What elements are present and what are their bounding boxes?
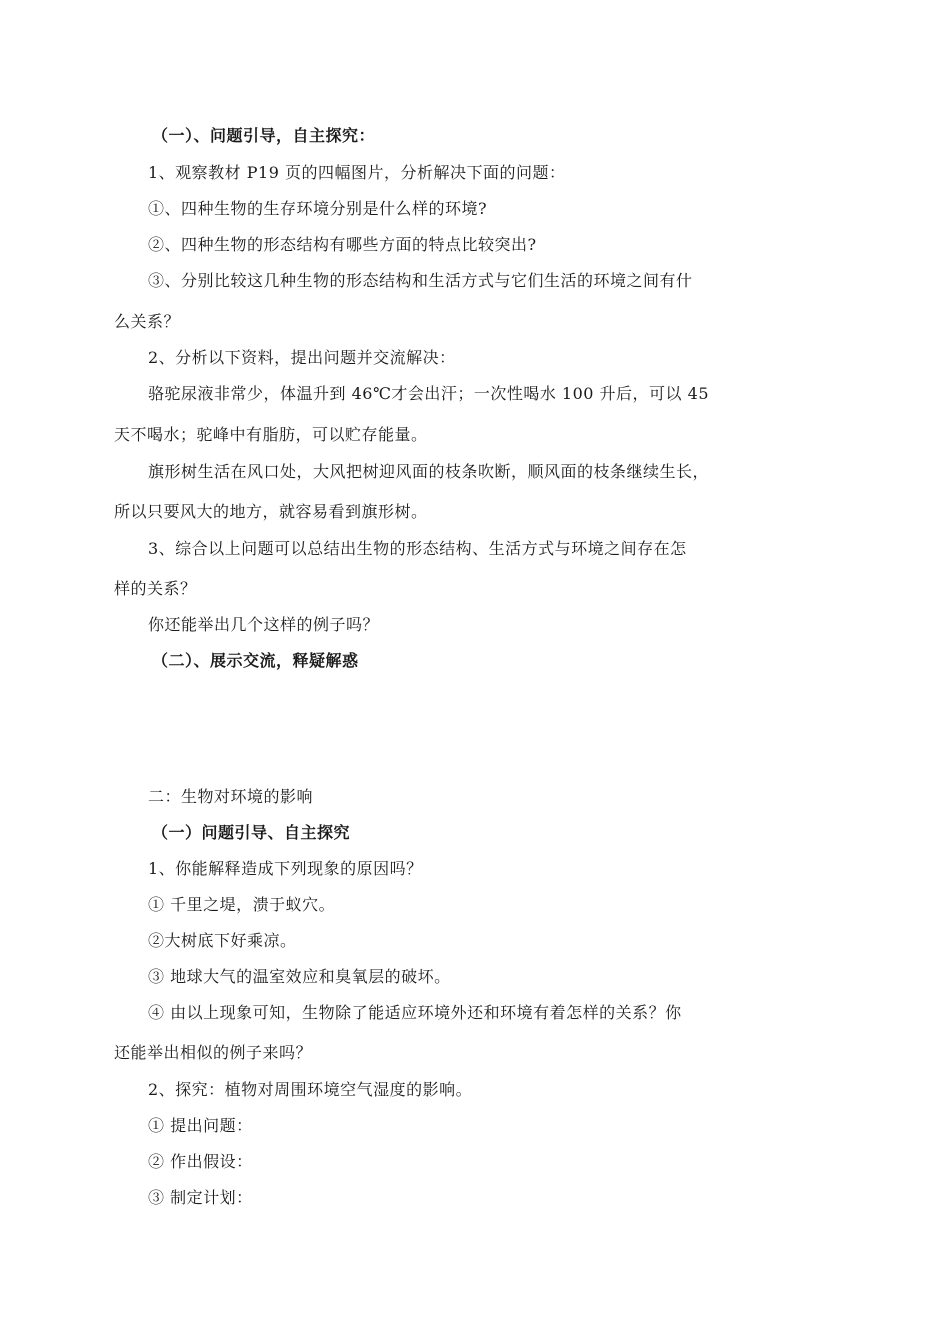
question-1a: ①、四种生物的生存环境分别是什么样的环境?	[148, 199, 488, 218]
question-1c-line1: ③、分别比较这几种生物的形态结构和生活方式与它们生活的环境之间有什	[148, 271, 693, 290]
section1-heading: （一）、问题引导，自主探究：	[152, 126, 376, 145]
inquiry-step-2: ② 作出假设：	[148, 1152, 253, 1171]
question-1: 1、观察教材 P19 页的四幅图片，分析解决下面的问题：	[148, 163, 566, 182]
inquiry-step-1: ① 提出问题：	[148, 1116, 253, 1135]
question-1b: ②、四种生物的形态结构有哪些方面的特点比较突出?	[148, 235, 537, 254]
flag-tree-paragraph-line2: 所以只要风大的地方，就容易看到旗形树。	[114, 502, 428, 521]
question-3-followup: 你还能举出几个这样的例子吗？	[148, 615, 380, 634]
camel-paragraph-line2: 天不喝水；驼峰中有脂肪，可以贮存能量。	[114, 425, 428, 444]
section2-question-1a: ① 千里之堤，溃于蚁穴。	[148, 895, 336, 914]
question-3-line2: 样的关系？	[114, 579, 197, 598]
question-3-line1: 3、综合以上问题可以总结出生物的形态结构、生活方式与环境之间存在怎	[148, 539, 687, 558]
section2-question-1d-line1: ④ 由以上现象可知，生物除了能适应环境外还和环境有着怎样的关系？你	[148, 1003, 682, 1022]
section2-question-1: 1、你能解释造成下列现象的原因吗？	[148, 859, 423, 878]
inquiry-step-3: ③ 制定计划：	[148, 1188, 253, 1207]
section2-question-2: 2、探究：植物对周围环境空气湿度的影响。	[148, 1080, 473, 1099]
flag-tree-paragraph-line1: 旗形树生活在风口处，大风把树迎风面的枝条吹断，顺风面的枝条继续生长，	[148, 462, 710, 481]
section1-heading-2: （二）、展示交流，释疑解惑	[152, 651, 359, 670]
question-2: 2、分析以下资料，提出问题并交流解决：	[148, 348, 456, 367]
section2-heading: （一）问题引导、自主探究	[152, 823, 351, 842]
section2-question-1c: ③ 地球大气的温室效应和臭氧层的破坏。	[148, 967, 451, 986]
section2-question-1b: ②大树底下好乘凉。	[148, 931, 297, 950]
camel-paragraph-line1: 骆驼尿液非常少，体温升到 46℃才会出汗；一次性喝水 100 升后，可以 45	[148, 384, 710, 403]
section2-question-1d-line2: 还能举出相似的例子来吗？	[114, 1043, 313, 1062]
question-1c-line2: 么关系？	[114, 312, 181, 331]
section2-title: 二：生物对环境的影响	[148, 787, 314, 806]
